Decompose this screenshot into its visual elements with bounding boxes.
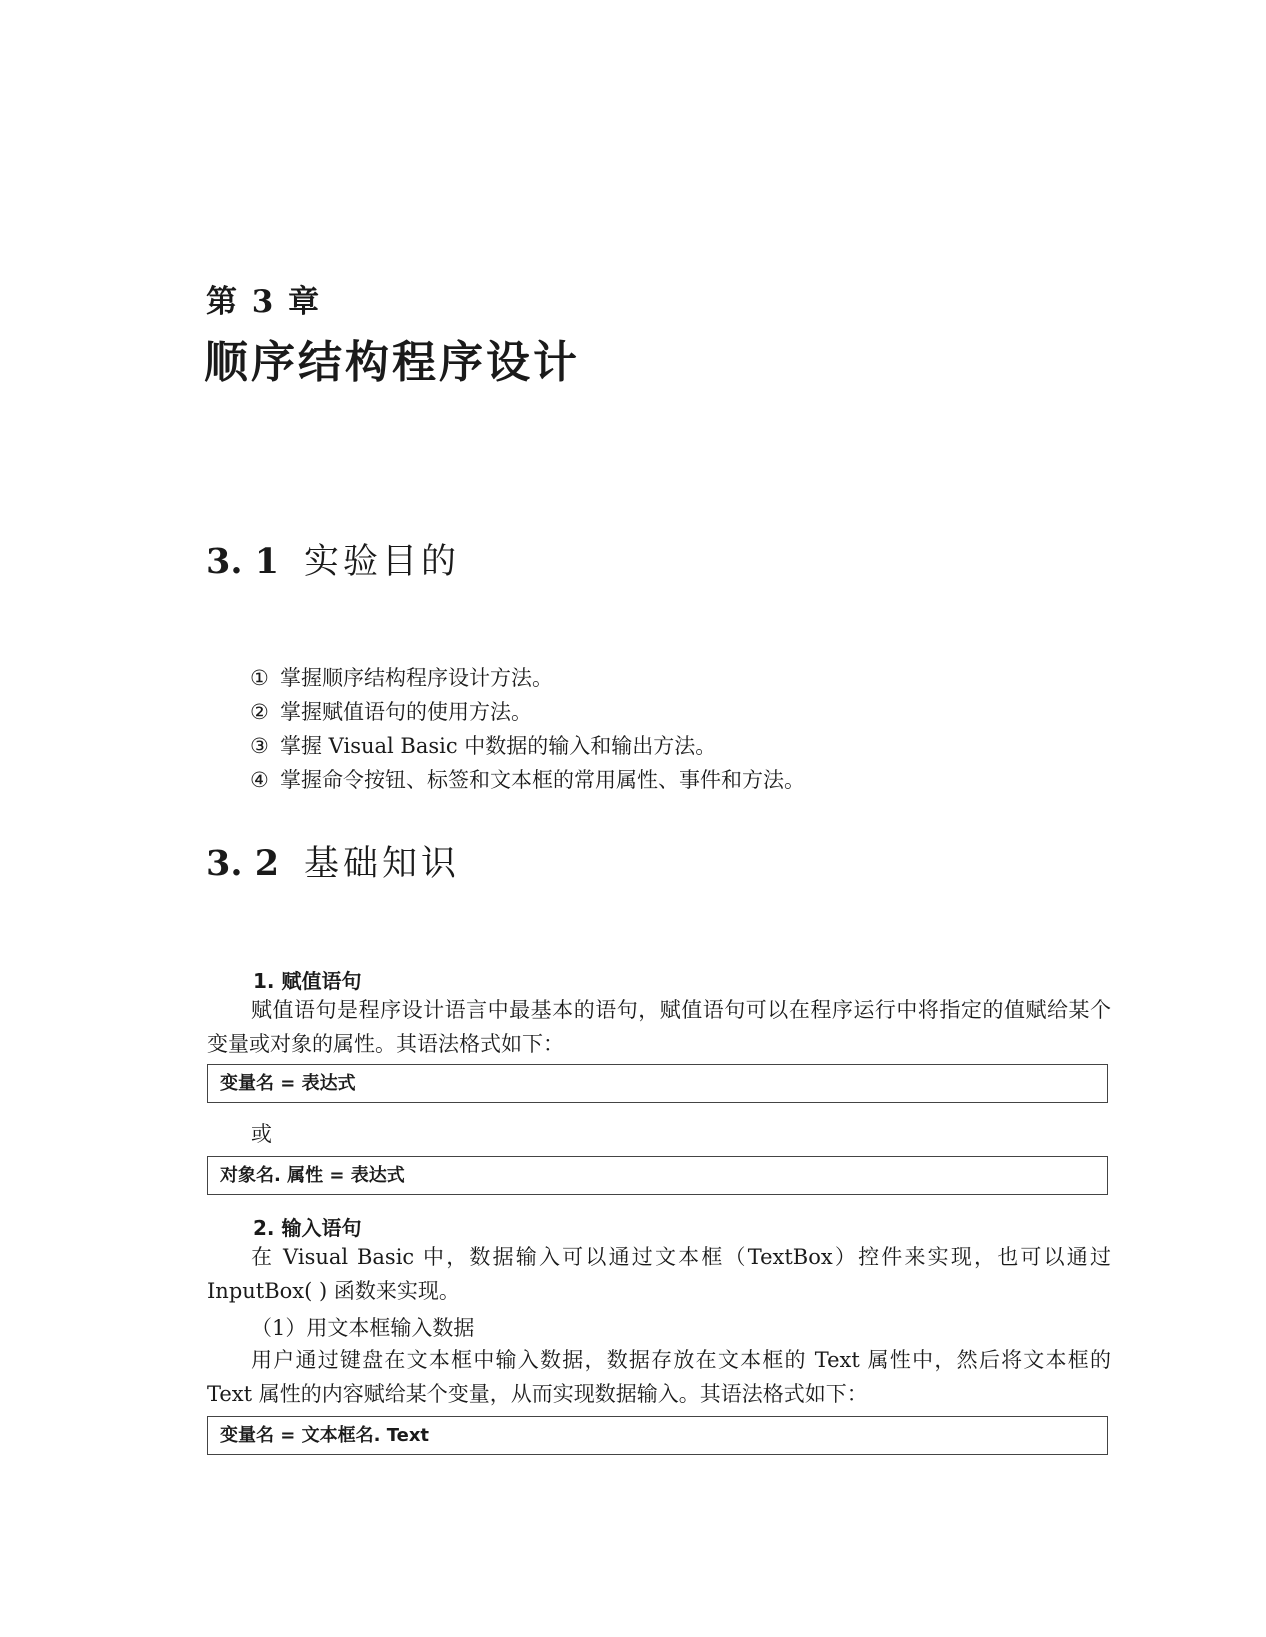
code-box-assignment: 变量名 = 表达式 <box>207 1064 1108 1103</box>
input-heading: 2. 输入语句 <box>253 1216 362 1240</box>
list-item <box>250 661 805 695</box>
code-box-property-assignment: 对象名. 属性 = 表达式 <box>207 1156 1108 1195</box>
chapter-title: 顺序结构程序设计 <box>204 337 580 388</box>
list-item <box>250 695 805 729</box>
objectives-list <box>250 661 805 797</box>
list-item-text: 掌握 Visual Basic 中数据的输入和输出方法。 <box>280 734 717 758</box>
section-heading-3-1 <box>206 534 460 584</box>
input-subheading: （1）用文本框输入数据 <box>251 1316 475 1340</box>
list-marker: ② <box>250 700 269 724</box>
list-item <box>250 729 805 763</box>
list-marker: ④ <box>250 768 269 792</box>
list-item-text: 掌握顺序结构程序设计方法。 <box>280 666 553 690</box>
assignment-heading: 1. 赋值语句 <box>253 969 362 993</box>
list-marker: ③ <box>250 734 269 758</box>
list-item <box>250 763 805 797</box>
section-title: 实验目的 <box>304 542 461 582</box>
input-paragraph: 在 Visual Basic 中，数据输入可以通过文本框（TextBox）控件来实现，也可以通过 InputBox( ) 函数来实现。 <box>207 1245 1111 1303</box>
chapter-label: 第 3 章 <box>206 284 322 320</box>
assignment-paragraph: 赋值语句是程序设计语言中最基本的语句，赋值语句可以在程序运行中将指定的值赋给某个变量或对象的属性。其语法格式如下： <box>207 998 1111 1056</box>
list-item-text: 掌握命令按钮、标签和文本框的常用属性、事件和方法。 <box>280 768 805 792</box>
section-number: 3. 2 <box>206 843 280 884</box>
section-heading-3-2 <box>206 836 460 886</box>
list-marker: ① <box>250 666 269 690</box>
input-paragraph-2: 用户通过键盘在文本框中输入数据，数据存放在文本框的 Text 属性中，然后将文本框的 Text 属性的内容赋给某个变量，从而实现数据输入。其语法格式如下： <box>207 1348 1111 1406</box>
section-number: 3. 1 <box>206 541 280 582</box>
list-item-text: 掌握赋值语句的使用方法。 <box>280 700 532 724</box>
section-title: 基础知识 <box>304 844 461 884</box>
code-box-textbox-input: 变量名 = 文本框名. Text <box>207 1416 1108 1455</box>
or-text: 或 <box>251 1122 272 1146</box>
